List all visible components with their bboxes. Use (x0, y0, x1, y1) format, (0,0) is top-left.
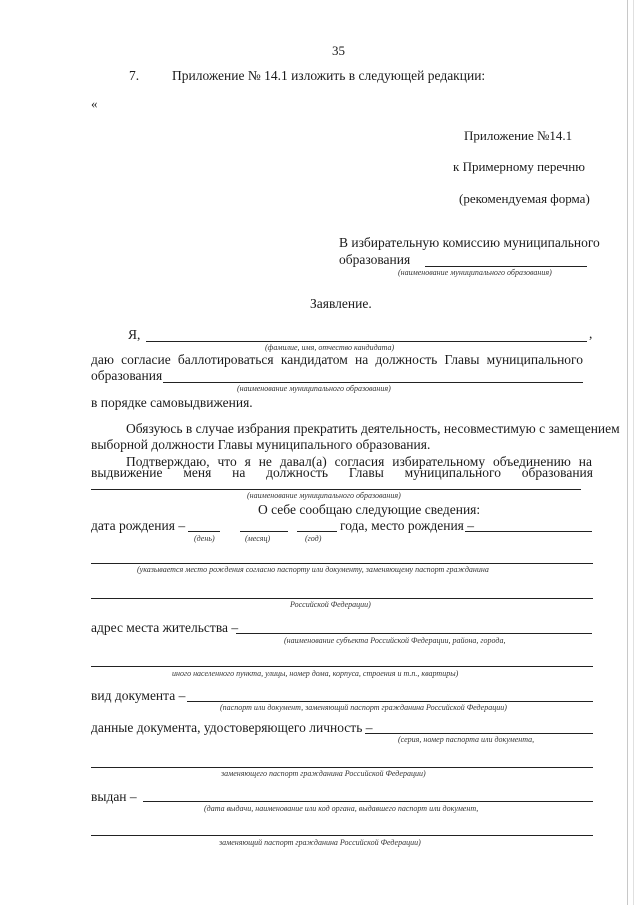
address-line1[interactable] (236, 633, 592, 634)
address-line2[interactable] (91, 666, 593, 667)
doc-data-line2[interactable] (91, 767, 593, 768)
birthplace-caption1: (указывается место рождения согласно паспорту или документу, заменяющему паспорт гражданина (137, 565, 489, 574)
recommended-form-note: (рекомендуемая форма) (459, 191, 590, 206)
dob-month-line[interactable] (240, 531, 288, 532)
birthplace-line2[interactable] (91, 563, 593, 564)
item-number: 7. (129, 68, 140, 83)
obligation-line2: выборной должности Главы муниципального образования. (91, 437, 431, 452)
fio-comma: , (589, 326, 593, 341)
confirm-mo-caption: (наименование муниципального образования) (247, 491, 401, 500)
month-caption: (месяц) (245, 534, 271, 543)
form-title: Заявление. (310, 296, 372, 311)
year-caption: (год) (305, 534, 322, 543)
address-caption2: иного населенного пункта, улицы, номер дома, корпуса, строения и т.п., квартиры) (172, 669, 459, 678)
dob-label: дата рождения – (91, 518, 186, 533)
doc-data-caption1: (серия, номер паспорта или документа, (398, 735, 535, 744)
birthplace-line1[interactable] (465, 531, 592, 532)
doc-data-line1[interactable] (365, 733, 593, 734)
consent-obrazovaniya: образования (91, 368, 163, 383)
open-quote: « (91, 96, 98, 111)
obligation-line1: Обязуюсь в случае избрания прекратить деятельность, несовместимую с замещением (126, 421, 620, 436)
dob-day-line[interactable] (188, 531, 220, 532)
scan-edge-line-2 (633, 0, 634, 905)
confirm-line2: выдвижение меня на должность Главы муниципального образования (91, 465, 593, 480)
about-self: О себе сообщаю следующие сведения: (258, 502, 481, 517)
address-label: адрес места жительства – (91, 620, 239, 635)
address-caption1: (наименование субъекта Российской Федерации, района, города, (284, 636, 506, 645)
doc-type-line[interactable] (187, 701, 593, 702)
consent-line: даю согласие баллотироваться кандидатом на должность Главы муниципального (91, 352, 583, 367)
fio-caption: (фамилие, имя, отчество кандидата) (265, 343, 395, 352)
self-nomination: в порядке самовыдвижения. (91, 395, 253, 410)
issued-line2[interactable] (91, 835, 593, 836)
birthplace-caption2: Российской Федерации) (290, 600, 371, 609)
birthplace-line3[interactable] (91, 598, 593, 599)
addressee-line2: образования (339, 252, 411, 267)
issued-label: выдан – (91, 789, 137, 804)
appendix-title: Приложение №14.1 (464, 128, 573, 143)
addressee-line1: В избирательную комиссию муниципального (339, 235, 600, 250)
doc-type-caption: (паспорт или документ, заменяющий паспорт гражданина Российской Федерации) (220, 703, 507, 712)
consent-mo-line[interactable] (163, 382, 583, 383)
scan-edge-line (627, 0, 628, 905)
consent-mo-caption: (наименование муниципального образования) (237, 384, 391, 393)
i-label: Я, (128, 327, 141, 342)
addressee-mo-line[interactable] (425, 266, 587, 267)
heading-text: Приложение № 14.1 изложить в следующей редакции: (172, 68, 486, 83)
issued-caption1: (дата выдачи, наименование или код органа, выдавшего паспорт или документ, (204, 804, 479, 813)
appendix-subtitle: к Примерному перечню (453, 159, 585, 174)
doc-data-label: данные документа, удостоверяющего личность – (91, 720, 373, 735)
page-number: 35 (332, 43, 345, 58)
dob-year-line[interactable] (297, 531, 337, 532)
fio-line[interactable] (146, 341, 587, 342)
issued-caption2: заменяющий паспорт гражданина Российской Федерации) (219, 838, 421, 847)
addressee-caption: (наименование муниципального образования) (398, 268, 552, 277)
issued-line1[interactable] (143, 801, 593, 802)
confirm-mo-line[interactable] (91, 489, 581, 490)
doc-type-label: вид документа – (91, 688, 186, 703)
confirm-line1: Подтверждаю, что я не давал(а) согласия избирательному объединению на (126, 454, 592, 469)
day-caption: (день) (194, 534, 215, 543)
year-birthplace-label: года, место рождения – (340, 518, 475, 533)
doc-data-caption2: заменяющего паспорт гражданина Российской Федерации) (221, 769, 426, 778)
